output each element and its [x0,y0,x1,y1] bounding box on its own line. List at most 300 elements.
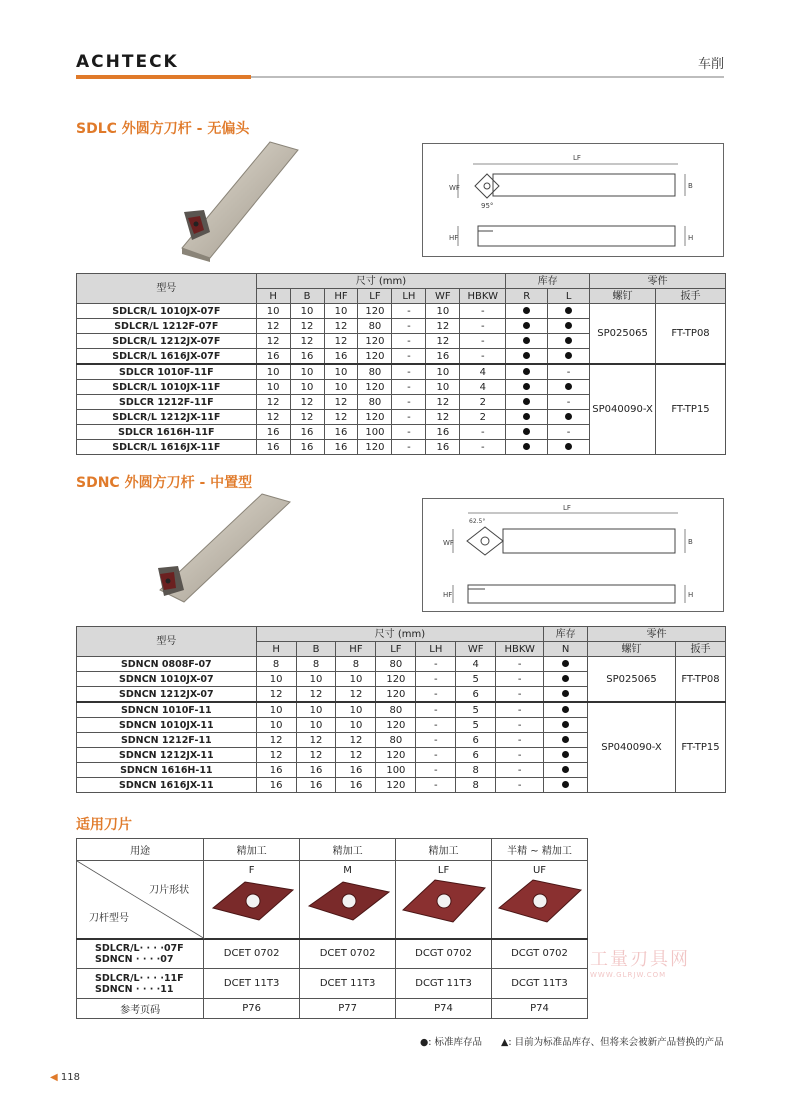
sdlc-subcol-1: B [290,289,324,304]
dim-cell: - [460,440,506,455]
dim-cell: 10 [256,672,296,687]
purpose-1: 精加工 [300,839,396,861]
dim-cell: 12 [256,334,290,349]
stock-dot-icon [562,781,569,788]
dim-cell: - [496,672,544,687]
holder-model-label: 刀杆型号 [89,912,129,924]
legend-replace: ▲: 目前为标准品库存、但将来会被新产品替换的产品 [501,1037,724,1048]
dim-cell: 16 [324,425,358,440]
stock-dot-icon [562,721,569,728]
model-cell: SDNCN 1212F-11 [77,733,257,748]
stock-dot-icon [523,428,530,435]
dim-cell: 16 [290,349,324,365]
dim-cell: - [496,687,544,703]
dim-cell: 10 [296,702,336,718]
dim-cell: 6 [456,733,496,748]
dim-cell: 12 [256,748,296,763]
stock-dot-icon [565,443,572,450]
dim-cell: 12 [426,395,460,410]
dim-cell: 8 [456,763,496,778]
stock-cell [544,702,588,718]
sdnc-angle-label: 62.5° [469,518,486,525]
model-cell: SDNCN 1616JX-11 [77,778,257,793]
dim-cell: 16 [336,778,376,793]
dim-cell: 10 [290,304,324,319]
dim-cell: 16 [426,425,460,440]
dim-cell: 120 [376,687,416,703]
stock-cell [506,410,548,425]
dim-cell: 120 [358,304,392,319]
insert-07-m: DCET 0702 [300,939,396,969]
dim-cell: 16 [256,425,290,440]
dim-cell: 4 [460,364,506,380]
dim-cell: 12 [324,410,358,425]
dim-cell: 80 [376,657,416,672]
dim-cell: 120 [358,440,392,455]
dim-cell: - [392,334,426,349]
sdnc-subcol-2: HF [336,642,376,657]
model-cell: SDLCR/L 1010JX-11F [77,380,257,395]
holder-11-a: SDLCR/L· · · ·11F [95,972,184,984]
insert-07-lf: DCGT 0702 [396,939,492,969]
model-cell: SDLCR/L 1212JX-11F [77,410,257,425]
dim-cell: - [416,763,456,778]
dim-cell: 10 [296,718,336,733]
dim-cell: 12 [290,395,324,410]
dim-cell: 8 [336,657,376,672]
ref-page-label: 参考页码 [77,999,204,1019]
insert-shape-label: 刀片形状 [149,885,190,896]
sdlc-lf-label: LF [573,154,581,162]
dim-cell: 120 [358,334,392,349]
dim-cell: 16 [324,349,358,365]
stock-cell [506,334,548,349]
sdnc-subcol-4: LH [416,642,456,657]
dim-cell: 80 [358,364,392,380]
stock-cell: - [548,395,590,410]
sdlc-subcol-2: HF [324,289,358,304]
sdlc-spec-table [76,273,726,455]
dim-cell: 10 [336,672,376,687]
dim-cell: 10 [426,304,460,319]
insert-code-lf: LF [437,865,450,876]
dim-cell: - [496,778,544,793]
insert-11-lf: DCGT 11T3 [396,969,492,999]
dim-cell: 12 [256,687,296,703]
insert-cell-m [300,861,396,939]
dim-cell: 12 [290,319,324,334]
dim-cell: 12 [324,334,358,349]
stock-dot-icon [523,443,530,450]
brand-logo: ACHTECK [76,52,179,72]
dim-cell: 8 [456,778,496,793]
dim-cell: 10 [336,702,376,718]
sdlc-subcol-10: 扳手 [656,289,726,304]
header-accent-bar [76,75,251,79]
stock-cell [544,733,588,748]
dim-cell: - [460,425,506,440]
purpose-0: 精加工 [204,839,300,861]
dim-cell: - [416,702,456,718]
stock-dot-icon [523,307,530,314]
stock-dot-icon [523,322,530,329]
sdnc-subcol-9: 扳手 [675,642,725,657]
sdlc-subcol-4: LH [392,289,426,304]
stock-cell [548,410,590,425]
sdnc-subcol-6: HBKW [496,642,544,657]
model-cell: SDNCN 0808F-07 [77,657,257,672]
stock-dot-icon [523,398,530,405]
dim-cell: - [496,702,544,718]
dim-cell: 16 [256,349,290,365]
stock-cell [544,778,588,793]
stock-dot-icon [562,660,569,667]
dim-cell: 10 [256,364,290,380]
dim-cell: 10 [426,364,460,380]
sdlc-col-size: 尺寸 (mm) [256,274,506,289]
model-cell: SDNCN 1010F-11 [77,702,257,718]
sdlc-wf-label: WF [449,184,460,192]
dim-cell: 100 [376,763,416,778]
dim-cell: 10 [256,718,296,733]
dim-cell: 120 [376,778,416,793]
dim-cell: 80 [376,733,416,748]
dim-cell: - [392,319,426,334]
sdnc-h-label: H [688,591,694,599]
dim-cell: 12 [290,410,324,425]
model-cell: SDLCR/L 1616JX-11F [77,440,257,455]
wrench-cell: FT-TP15 [656,364,726,455]
purpose-2: 精加工 [396,839,492,861]
sdlc-col-model: 型号 [77,274,257,304]
watermark-url: WWW.GLRJW.COM [590,971,667,979]
sdnc-col-stock: 库存 [544,627,588,642]
page-number [50,1072,80,1083]
dim-cell: 16 [336,763,376,778]
insert-07-f: DCET 0702 [204,939,300,969]
dim-cell: 100 [358,425,392,440]
table-row [77,304,726,319]
dim-cell: 2 [460,395,506,410]
dim-cell: 10 [426,380,460,395]
stock-cell [506,440,548,455]
sdnc-subcol-5: WF [456,642,496,657]
purpose-3: 半精 ~ 精加工 [492,839,588,861]
stock-dot-icon [562,751,569,758]
model-cell: SDLCR 1010F-11F [77,364,257,380]
dim-cell: 12 [324,395,358,410]
dim-cell: 10 [256,380,290,395]
legend [420,1034,724,1048]
sdnc-col-model: 型号 [77,627,257,657]
dim-cell: 12 [296,748,336,763]
stock-cell [506,425,548,440]
dim-cell: 12 [426,334,460,349]
ref-page-uf: P74 [492,999,588,1019]
dim-cell: 120 [376,748,416,763]
insert-code-f: F [248,865,255,876]
sdlc-col-parts: 零件 [590,274,726,289]
insert-lf-image [399,876,489,926]
sdnc-wf-label: WF [443,539,454,547]
dim-cell: 12 [336,748,376,763]
dim-cell: 12 [256,733,296,748]
stock-cell [544,657,588,672]
holder-row-11 [77,969,204,999]
dim-cell: - [416,718,456,733]
inserts-diagonal-header [77,861,204,939]
dim-cell: 4 [460,380,506,395]
inserts-title: 适用刀片 [76,817,132,833]
dim-cell: 16 [256,778,296,793]
dim-cell: - [416,657,456,672]
stock-cell: - [548,364,590,380]
dim-cell: 120 [376,672,416,687]
stock-dot-icon [565,413,572,420]
stock-cell [548,334,590,349]
watermark [590,945,690,979]
wrench-cell: FT-TP08 [656,304,726,365]
sdnc-hf-label: HF [443,591,453,599]
dim-cell: 16 [324,440,358,455]
screw-cell: SP025065 [588,657,676,703]
dim-cell: - [496,733,544,748]
stock-dot-icon [523,352,530,359]
stock-dot-icon [562,706,569,713]
holder-11-b: SDNCN · · · ·11 [95,983,174,995]
dim-cell: - [460,304,506,319]
sdlc-tool-photo [170,140,310,265]
model-cell: SDNCN 1010JX-07 [77,672,257,687]
stock-dot-icon [565,352,572,359]
dim-cell: 80 [358,395,392,410]
sdlc-subcol-3: LF [358,289,392,304]
dim-cell: 80 [358,319,392,334]
sdlc-dimension-drawing [422,143,724,257]
dim-cell: 10 [256,702,296,718]
dim-cell: 10 [296,672,336,687]
stock-cell [544,763,588,778]
dim-cell: 10 [324,304,358,319]
dim-cell: 16 [296,778,336,793]
dim-cell: - [392,380,426,395]
inserts-table [76,838,588,1019]
dim-cell: - [460,349,506,365]
dim-cell: 120 [376,718,416,733]
dim-cell: 16 [426,440,460,455]
stock-cell [506,319,548,334]
sdlc-title: SDLC 外圆方刀杆 - 无偏头 [76,121,250,137]
dim-cell: - [496,763,544,778]
stock-dot-icon [523,337,530,344]
dim-cell: - [392,304,426,319]
dim-cell: 12 [296,733,336,748]
dim-cell: - [392,440,426,455]
dim-cell: 12 [256,319,290,334]
stock-cell: - [548,425,590,440]
stock-dot-icon [565,383,572,390]
wrench-cell: FT-TP15 [675,702,725,793]
insert-code-uf: UF [532,865,547,876]
dim-cell: - [392,364,426,380]
sdnc-col-parts: 零件 [588,627,726,642]
sdlc-subcol-7: R [506,289,548,304]
dim-cell: - [496,657,544,672]
dim-cell: 16 [426,349,460,365]
stock-cell [548,349,590,365]
dim-cell: 120 [358,410,392,425]
model-cell: SDNCN 1616H-11 [77,763,257,778]
insert-m-image [303,876,393,926]
dim-cell: 6 [456,748,496,763]
sdlc-angle-label: 95° [481,202,494,210]
page-arrow-icon: ◀ [50,1072,58,1083]
sdlc-b-label: B [688,182,693,190]
dim-cell: 5 [456,672,496,687]
dim-cell: 10 [324,364,358,380]
sdlc-subcol-9: 螺钉 [590,289,656,304]
ref-page-f: P76 [204,999,300,1019]
inserts-purpose-label: 用途 [77,839,204,861]
dim-cell: 5 [456,702,496,718]
sdnc-subcol-3: LF [376,642,416,657]
dim-cell: 6 [456,687,496,703]
insert-uf-image [495,876,585,926]
stock-cell [506,304,548,319]
sdlc-subcol-6: HBKW [460,289,506,304]
dim-cell: 12 [256,395,290,410]
sdlc-col-stock: 库存 [506,274,590,289]
dim-cell: - [416,778,456,793]
model-cell: SDLCR/L 1212F-07F [77,319,257,334]
watermark-text: 工量刃具网 [590,949,690,970]
insert-code-m: M [343,865,352,876]
dim-cell: 12 [256,410,290,425]
table-row [77,657,726,672]
stock-cell [544,687,588,703]
screw-cell: SP040090-X [588,702,676,793]
sdnc-title: SDNC 外圆方刀杆 - 中置型 [76,475,253,491]
insert-11-m: DCET 11T3 [300,969,396,999]
dim-cell: 12 [324,319,358,334]
stock-cell [548,380,590,395]
ref-page-m: P77 [300,999,396,1019]
dim-cell: - [416,733,456,748]
dim-cell: 80 [376,702,416,718]
stock-cell [506,395,548,410]
dim-cell: - [392,410,426,425]
sdnc-subcol-0: H [256,642,296,657]
stock-dot-icon [565,322,572,329]
model-cell: SDLCR 1212F-11F [77,395,257,410]
dim-cell: - [460,319,506,334]
stock-cell [548,304,590,319]
wrench-cell: FT-TP08 [675,657,725,703]
dim-cell: 10 [336,718,376,733]
dim-cell: 12 [426,410,460,425]
holder-07-a: SDLCR/L· · · ·07F [95,942,184,954]
sdnc-tool-photo [150,490,300,615]
sdnc-subcol-7: N [544,642,588,657]
dim-cell: 12 [290,334,324,349]
dim-cell: 10 [290,364,324,380]
dim-cell: 12 [336,687,376,703]
sdnc-b-label: B [688,538,693,546]
insert-11-f: DCET 11T3 [204,969,300,999]
dim-cell: - [416,672,456,687]
sdlc-subcol-0: H [256,289,290,304]
ref-page-lf: P74 [396,999,492,1019]
dim-cell: 8 [256,657,296,672]
insert-f-image [207,876,297,926]
dim-cell: - [392,395,426,410]
dim-cell: 12 [426,319,460,334]
dim-cell: 16 [296,763,336,778]
table-row [77,364,726,380]
diagonal-line [77,861,205,939]
dim-cell: 5 [456,718,496,733]
model-cell: SDNCN 1212JX-11 [77,748,257,763]
sdnc-subcol-8: 螺钉 [588,642,676,657]
dim-cell: - [416,687,456,703]
dim-cell: 2 [460,410,506,425]
dim-cell: - [392,349,426,365]
insert-11-uf: DCGT 11T3 [492,969,588,999]
stock-cell [506,380,548,395]
sdlc-subcol-8: L [548,289,590,304]
stock-dot-icon [562,766,569,773]
sdnc-spec-table [76,626,726,793]
stock-dot-icon [562,690,569,697]
stock-cell [544,672,588,687]
insert-cell-lf [396,861,492,939]
insert-07-uf: DCGT 0702 [492,939,588,969]
insert-cell-f [204,861,300,939]
page-number-text: 118 [60,1072,80,1083]
stock-dot-icon [523,383,530,390]
sdnc-col-size: 尺寸 (mm) [256,627,544,642]
stock-dot-icon [565,307,572,314]
stock-cell [544,748,588,763]
dim-cell: 120 [358,380,392,395]
sdlc-h-label: H [688,234,694,242]
sdnc-dimension-drawing [422,498,724,612]
stock-dot-icon [523,368,530,375]
dim-cell: - [496,718,544,733]
sdnc-subcol-1: B [296,642,336,657]
legend-standard: ●: 标准库存品 [420,1037,483,1048]
dim-cell: 16 [290,425,324,440]
screw-cell: SP040090-X [590,364,656,455]
stock-cell [506,349,548,365]
stock-dot-icon [562,736,569,743]
stock-cell [548,319,590,334]
model-cell: SDNCN 1010JX-11 [77,718,257,733]
sdnc-lf-label: LF [563,504,571,512]
stock-cell [506,364,548,380]
dim-cell: - [416,748,456,763]
dim-cell: 4 [456,657,496,672]
dim-cell: 16 [256,440,290,455]
holder-row-07 [77,939,204,969]
stock-dot-icon [523,413,530,420]
dim-cell: - [460,334,506,349]
dim-cell: 120 [358,349,392,365]
dim-cell: 12 [296,687,336,703]
dim-cell: 10 [290,380,324,395]
stock-cell [544,718,588,733]
dim-cell: 12 [336,733,376,748]
